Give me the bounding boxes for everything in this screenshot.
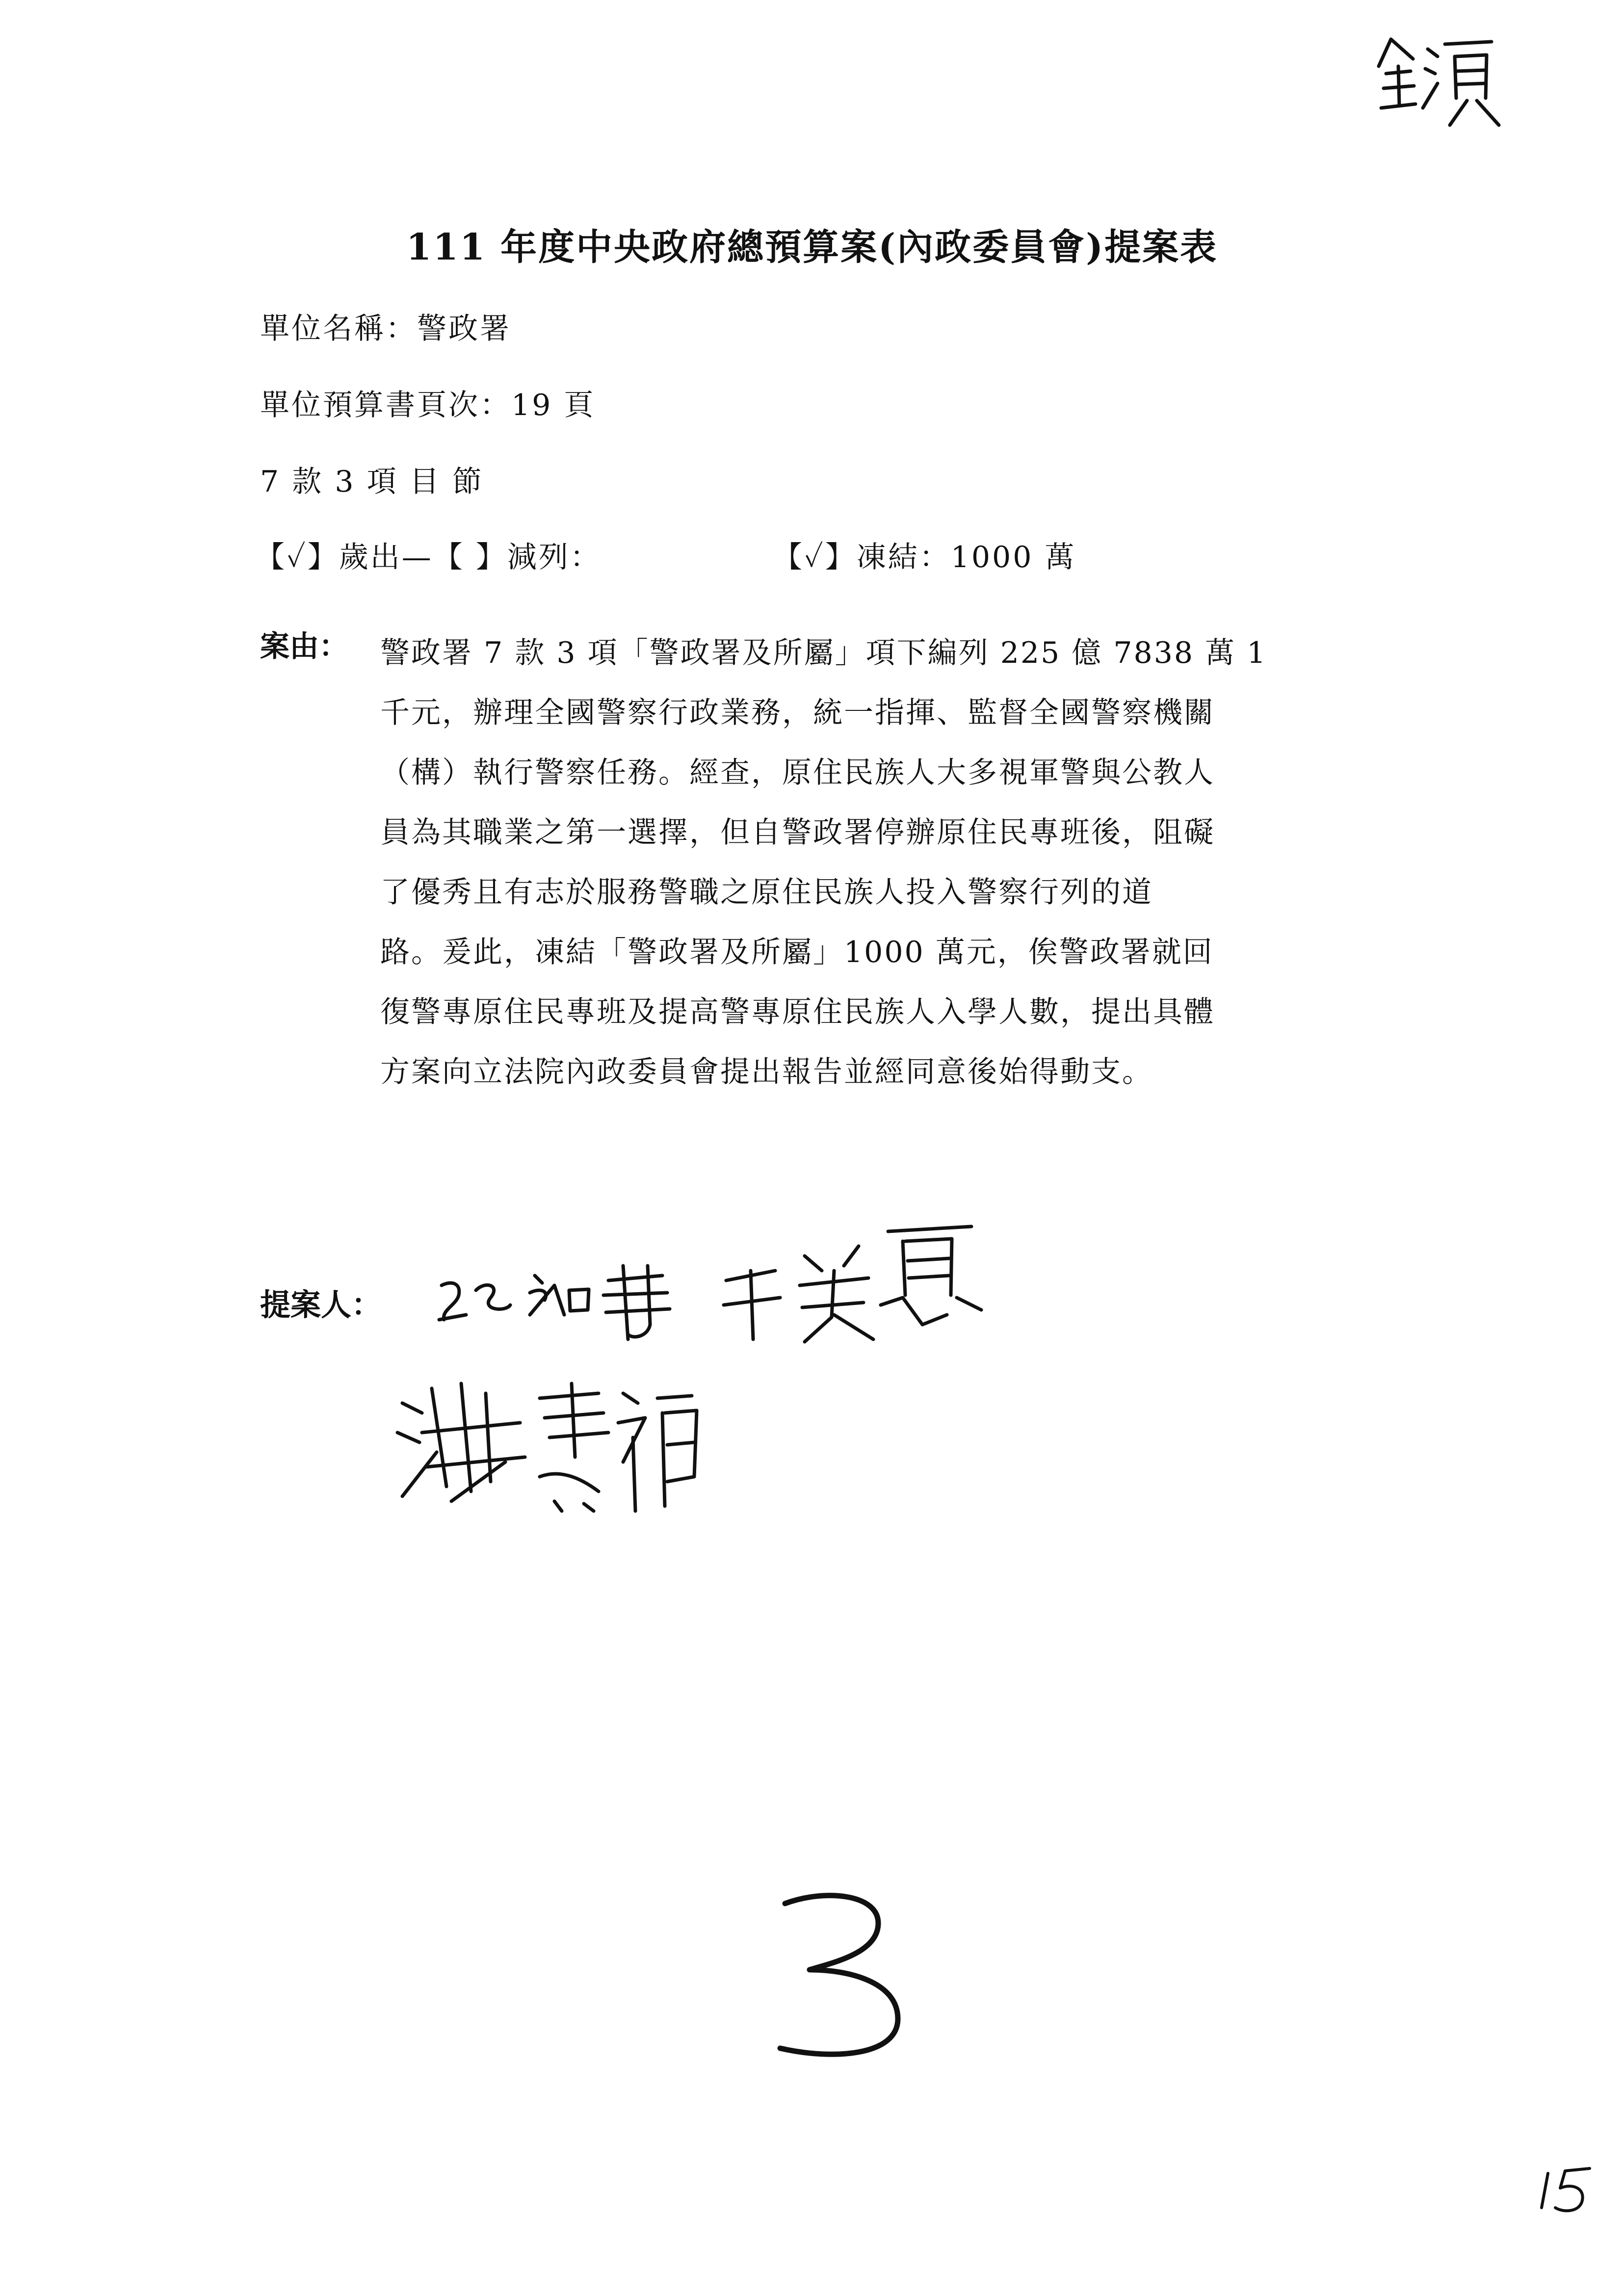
reason-line: 復警專原住民專班及提高警專原住民族人入學人數，提出具體 <box>380 995 1215 1029</box>
page-title: 111 年度中央政府總預算案(內政委員會)提案表 <box>406 226 1218 268</box>
freeze-option: 【✓】凍結：1000 萬 <box>773 540 1076 574</box>
reason-line: 方案向立法院內政委員會提出報告並經同意後始得動支。 <box>380 1055 1153 1089</box>
signature-proposer-1 <box>432 1246 687 1344</box>
reason-line: 路。爰此，凍結「警政署及所屬」1000 萬元，俟警政署就回 <box>380 935 1214 969</box>
reason-line: 千元，辦理全國警察行政業務，統一指揮、監督全國警察機關 <box>380 696 1215 730</box>
reason-line: 員為其職業之第一選擇，但自警政署停辦原住民專班後，阻礙 <box>380 815 1215 850</box>
unit-name: 單位名稱：警政署 <box>260 312 511 346</box>
proposer-label: 提案人： <box>260 1287 382 1323</box>
reason-line: （構）執行警察任務。經查，原住民族人大多視軍警與公教人 <box>380 756 1215 790</box>
handwritten-number-3 <box>765 1884 913 2070</box>
account-item: 7 款 3 項 目 節 <box>260 465 484 499</box>
reason-line: 了優秀且有志於服務警職之原住民族人投入警察行列的道 <box>380 875 1153 910</box>
reason-paragraph <box>380 623 1401 1102</box>
reason-label: 案由： <box>260 629 348 664</box>
handwritten-page-number <box>1536 2159 1595 2218</box>
budget-page: 單位預算書頁次：19 頁 <box>260 388 596 422</box>
reason-line: 警政署 7 款 3 項「警政署及所屬」項下編列 225 億 7838 萬 1 <box>380 636 1267 670</box>
expenditure-option: 【✓】歲出—【 】減列： <box>255 540 602 574</box>
signature-proposer-3 <box>393 1364 707 1526</box>
signature-proposer-2 <box>716 1212 991 1349</box>
handwritten-corner-mark <box>1369 20 1516 132</box>
